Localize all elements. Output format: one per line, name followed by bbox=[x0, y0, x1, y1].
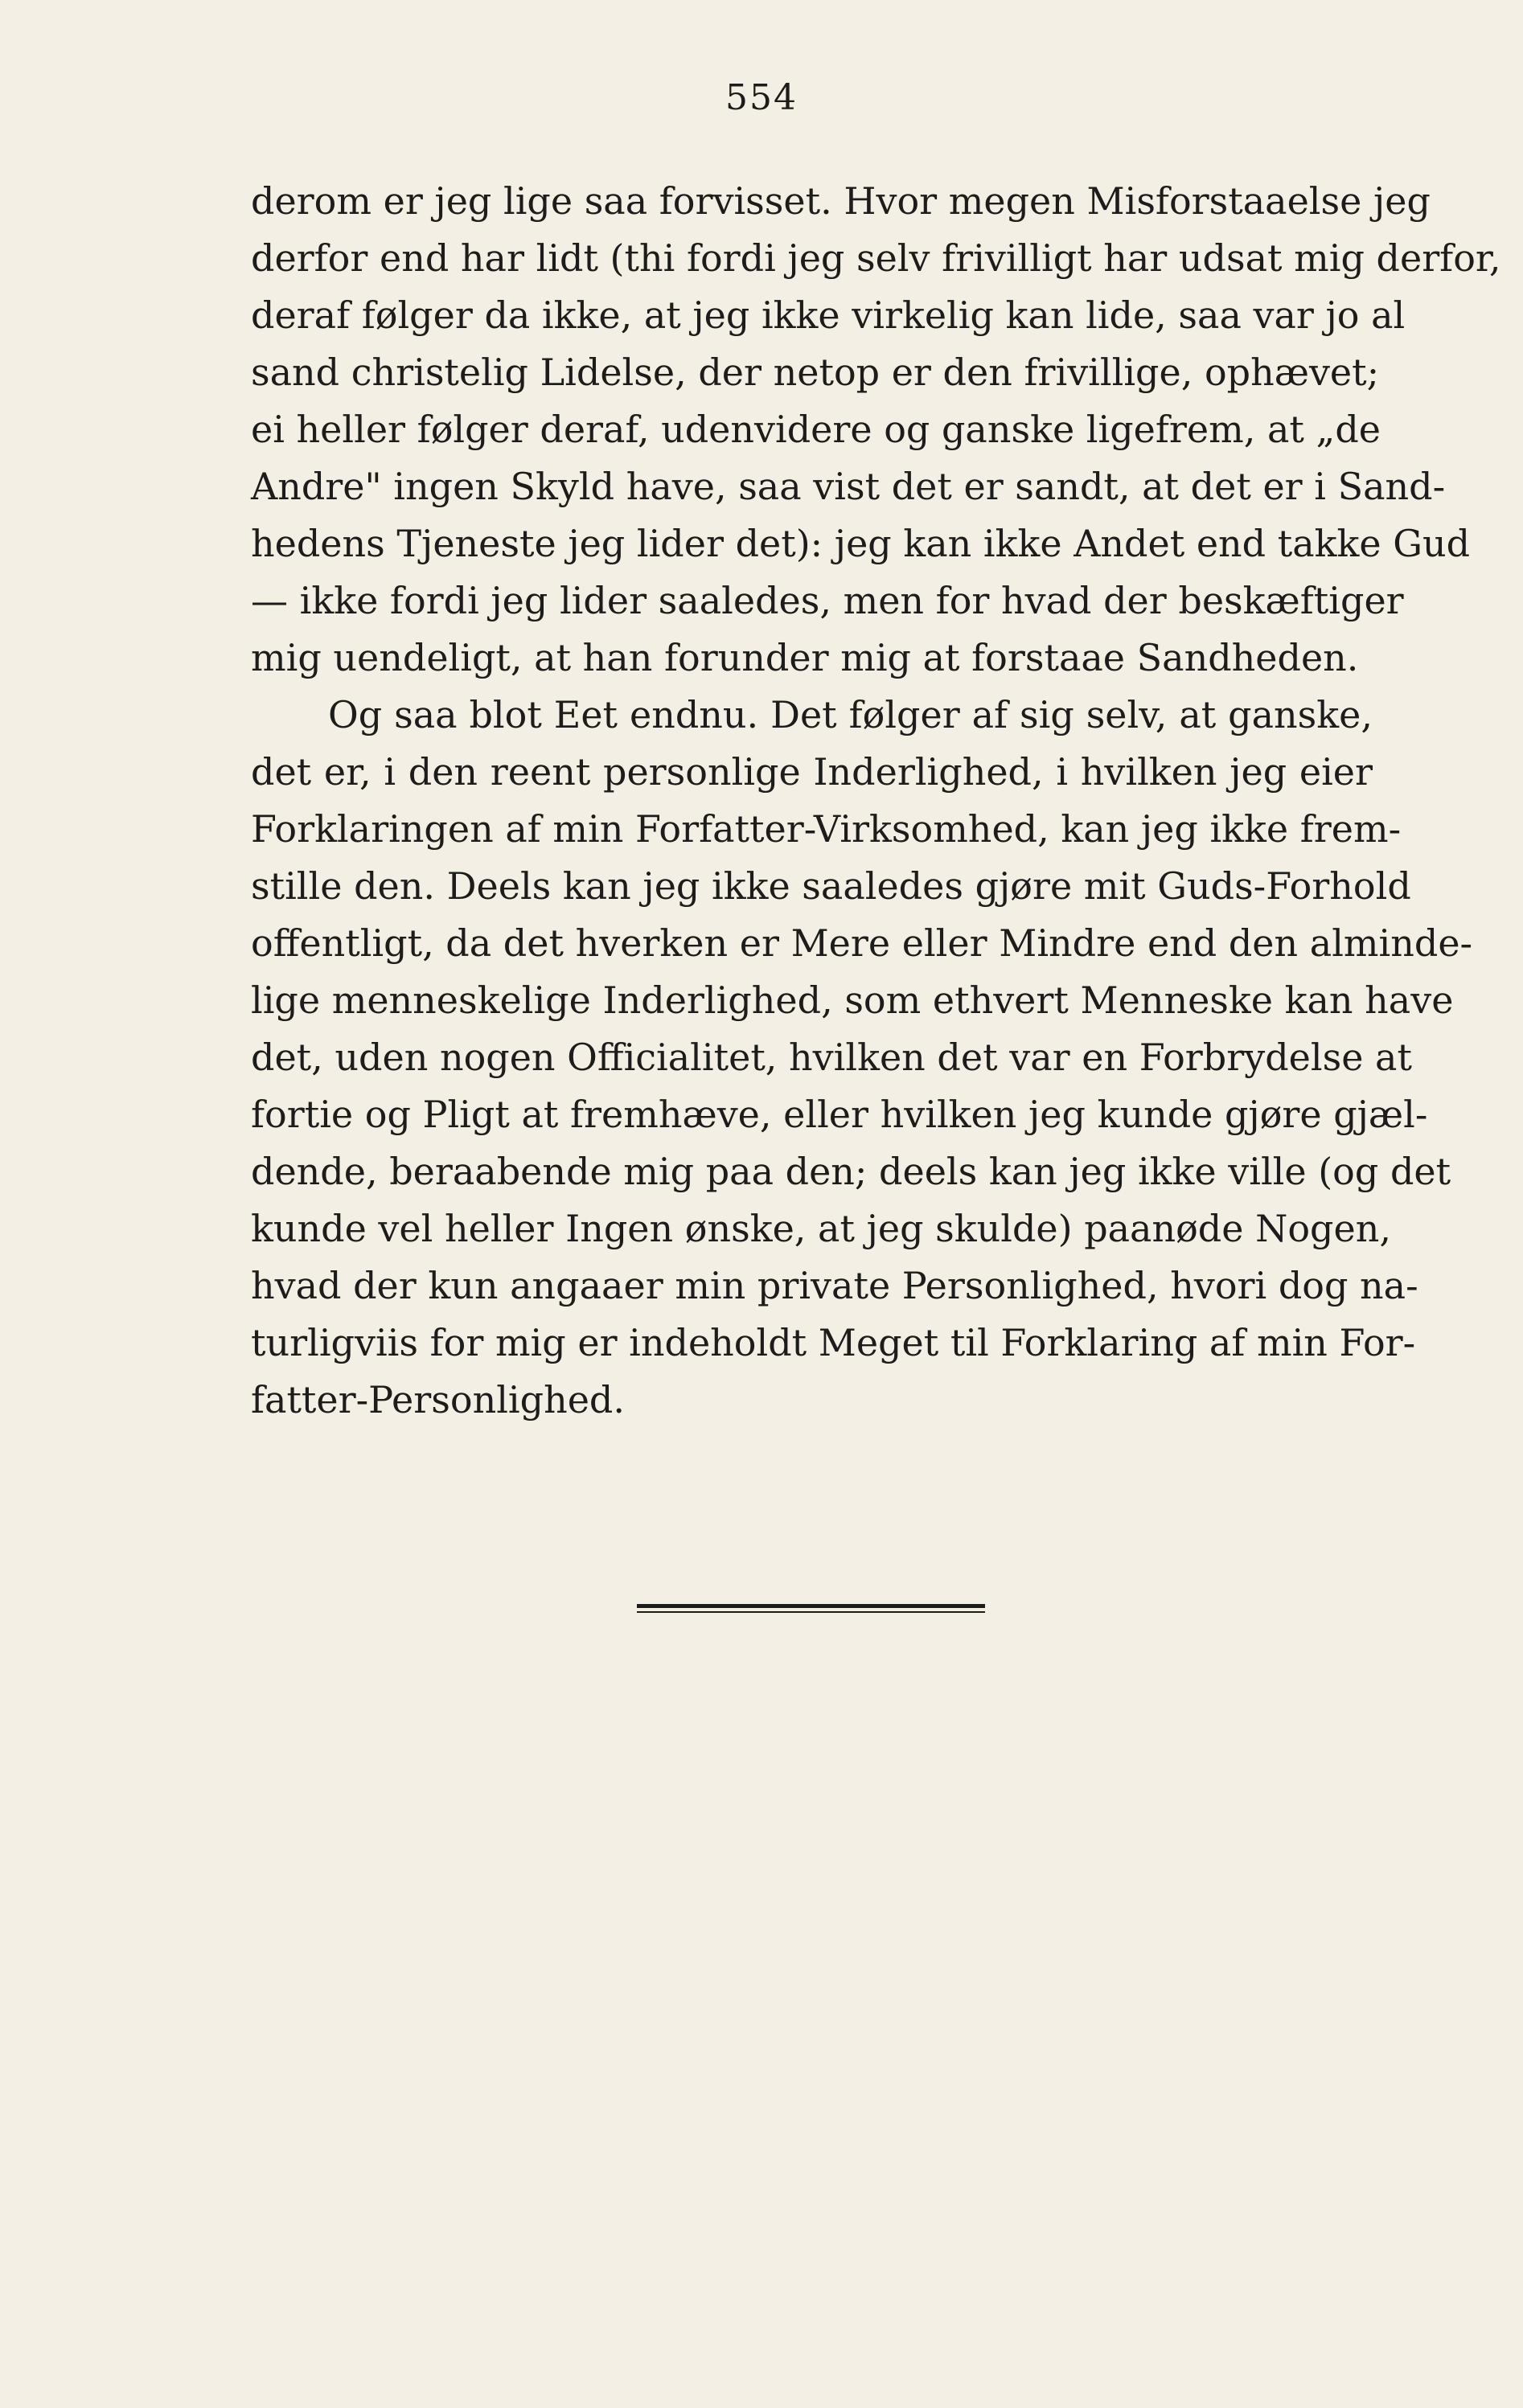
text-line: kunde vel heller Ingen ønske, at jeg skulde) paanøde Nogen, bbox=[251, 1207, 1391, 1250]
text-line: hvad der kun angaaer min private Personlighed, hvori dog na- bbox=[251, 1264, 1418, 1307]
text-line: Andre" ingen Skyld have, saa vist det er sandt, at det er i Sand- bbox=[251, 465, 1446, 508]
text-line: det er, i den reent personlige Inderlighed, i hvilken jeg eier bbox=[251, 750, 1373, 794]
text-line: offentligt, da det hverken er Mere eller Mindre end den alminde- bbox=[251, 921, 1473, 965]
text-line: — ikke fordi jeg lider saaledes, men for hvad der beskæftiger bbox=[251, 579, 1404, 622]
text-line: lige menneskelige Inderlighed, som ethvert Menneske kan have bbox=[251, 978, 1454, 1022]
text-line: hedens Tjeneste jeg lider det): jeg kan ikke Andet end takke Gud bbox=[251, 522, 1471, 565]
text-line: mig uendeligt, at han forunder mig at forstaae Sandheden. bbox=[251, 636, 1359, 679]
end-rule bbox=[637, 1604, 985, 1614]
text-line: sand christelig Lidelse, der netop er den frivillige, ophævet; bbox=[251, 351, 1380, 394]
text-line: Forklaringen af min Forfatter-Virksomhed, kan jeg ikke frem- bbox=[251, 807, 1402, 851]
text-line: det, uden nogen Officialitet, hvilken det var en Forbrydelse at bbox=[251, 1036, 1412, 1079]
text-line: deraf følger da ikke, at jeg ikke virkelig kan lide, saa var jo al bbox=[251, 293, 1406, 337]
text-line: turligviis for mig er indeholdt Meget til Forklaring af min For- bbox=[251, 1321, 1416, 1364]
body-text bbox=[251, 173, 1501, 1429]
text-line: derom er jeg lige saa forvisset. Hvor megen Misforstaaelse jeg bbox=[251, 179, 1431, 223]
text-line: stille den. Deels kan jeg ikke saaledes gjøre mit Guds-Forhold bbox=[251, 864, 1411, 908]
page-number: 554 bbox=[725, 77, 798, 118]
end-rule-thick bbox=[637, 1604, 985, 1608]
text-line: derfor end har lidt (thi fordi jeg selv frivilligt har udsat mig derfor, bbox=[251, 236, 1501, 280]
text-line: ei heller følger deraf, udenvidere og ganske ligefrem, at „de bbox=[251, 408, 1381, 451]
text-line: dende, beraabende mig paa den; deels kan jeg ikke ville (og det bbox=[251, 1150, 1451, 1193]
text-line: fatter-Personlighed. bbox=[251, 1378, 625, 1421]
end-rule-thin bbox=[637, 1611, 985, 1613]
text-line: fortie og Pligt at fremhæve, eller hvilken jeg kunde gjøre gjæl- bbox=[251, 1093, 1428, 1136]
text-line: Og saa blot Eet endnu. Det følger af sig selv, at ganske, bbox=[328, 693, 1373, 736]
